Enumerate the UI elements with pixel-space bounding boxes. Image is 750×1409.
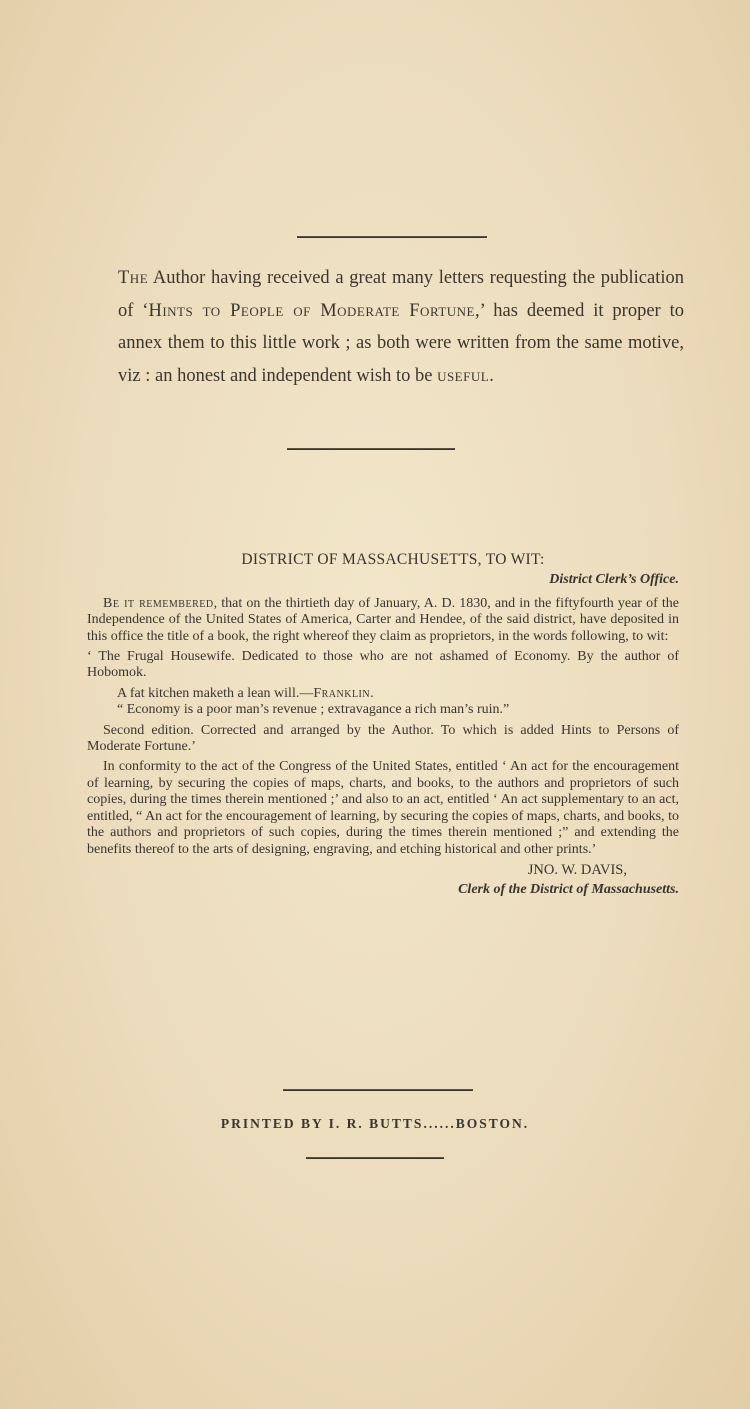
notice-end: . xyxy=(489,365,494,386)
book-title: ‘ The Frugal Housewife. Dedicated to those who are not ashamed of Economy. By the author of Hobomok. xyxy=(87,649,679,681)
district-heading: DISTRICT OF MASSACHUSETTS, TO WIT: xyxy=(241,551,545,568)
top-rule xyxy=(297,236,487,238)
middle-rule xyxy=(287,448,455,450)
motto-economy: “ Economy is a poor man’s revenue ; extravagance a rich man’s ruin.” xyxy=(117,702,510,718)
notice-text-2: ,’ has deemed it proper to annex them to this little work ; as both were written from the same motive, viz : an honest and independent wish to be xyxy=(118,300,684,386)
notice-useful: useful xyxy=(437,365,490,386)
motto-franklin-text: A fat kitchen maketh a lean will.— xyxy=(117,685,314,701)
edition-note: Second edition. Corrected and arranged by the Author. To which is added Hints to Persons of Moderate Fortune.’ xyxy=(87,722,679,755)
remembered-body: , that on the thirtieth day of January, A. D. 1830, and in the fiftyfourth year of the Independence of the United States of America, Carter and Hendee, of the said district, have deposited in this office the title of a book, the right whereof they claim as proprietors, in the words following, to wit: xyxy=(87,595,679,644)
conformity-paragraph: In conformity to the act of the Congress of the United States, entitled ‘ An act for the encouragement of learning, by securing the copies of maps, charts, and books, to the authors and proprietors of such copies, during the times therein mentioned ;’ and also to an act, entitled ‘ An act supplementary to an act, entitled, “ An act for the encouragement of learning, by securing the copies of maps, charts, and books, to the authors and proprietors of such copies, during the times therein mentioned ;” and extending the benefits thereof to the arts of designing, engraving, and etching historical and other prints.’ xyxy=(87,759,679,857)
remembered-paragraph xyxy=(87,596,679,645)
notice-text-1: Author having received a great many letters requesting the publication of ‘ xyxy=(118,268,684,321)
motto-franklin xyxy=(87,686,679,702)
copyright-notice xyxy=(87,552,679,899)
printer-imprint: PRINTED BY I. R. BUTTS......BOSTON. xyxy=(220,1116,530,1131)
bottom-rule xyxy=(306,1157,444,1159)
notice-lead: The xyxy=(118,268,149,288)
remembered-lead: Be it remembered xyxy=(103,595,214,611)
clerk-signature: JNO. W. DAVIS, xyxy=(527,861,627,878)
motto-franklin-author: Franklin xyxy=(313,685,371,701)
clerk-office: District Clerk’s Office. xyxy=(549,572,679,588)
motto-franklin-end: . xyxy=(370,685,374,701)
clerk-title: Clerk of the District of Massachusetts. xyxy=(458,882,679,898)
author-notice xyxy=(118,262,684,392)
notice-book-title: Hints to People of Moderate Fortune xyxy=(148,300,475,321)
lower-rule xyxy=(283,1089,473,1091)
